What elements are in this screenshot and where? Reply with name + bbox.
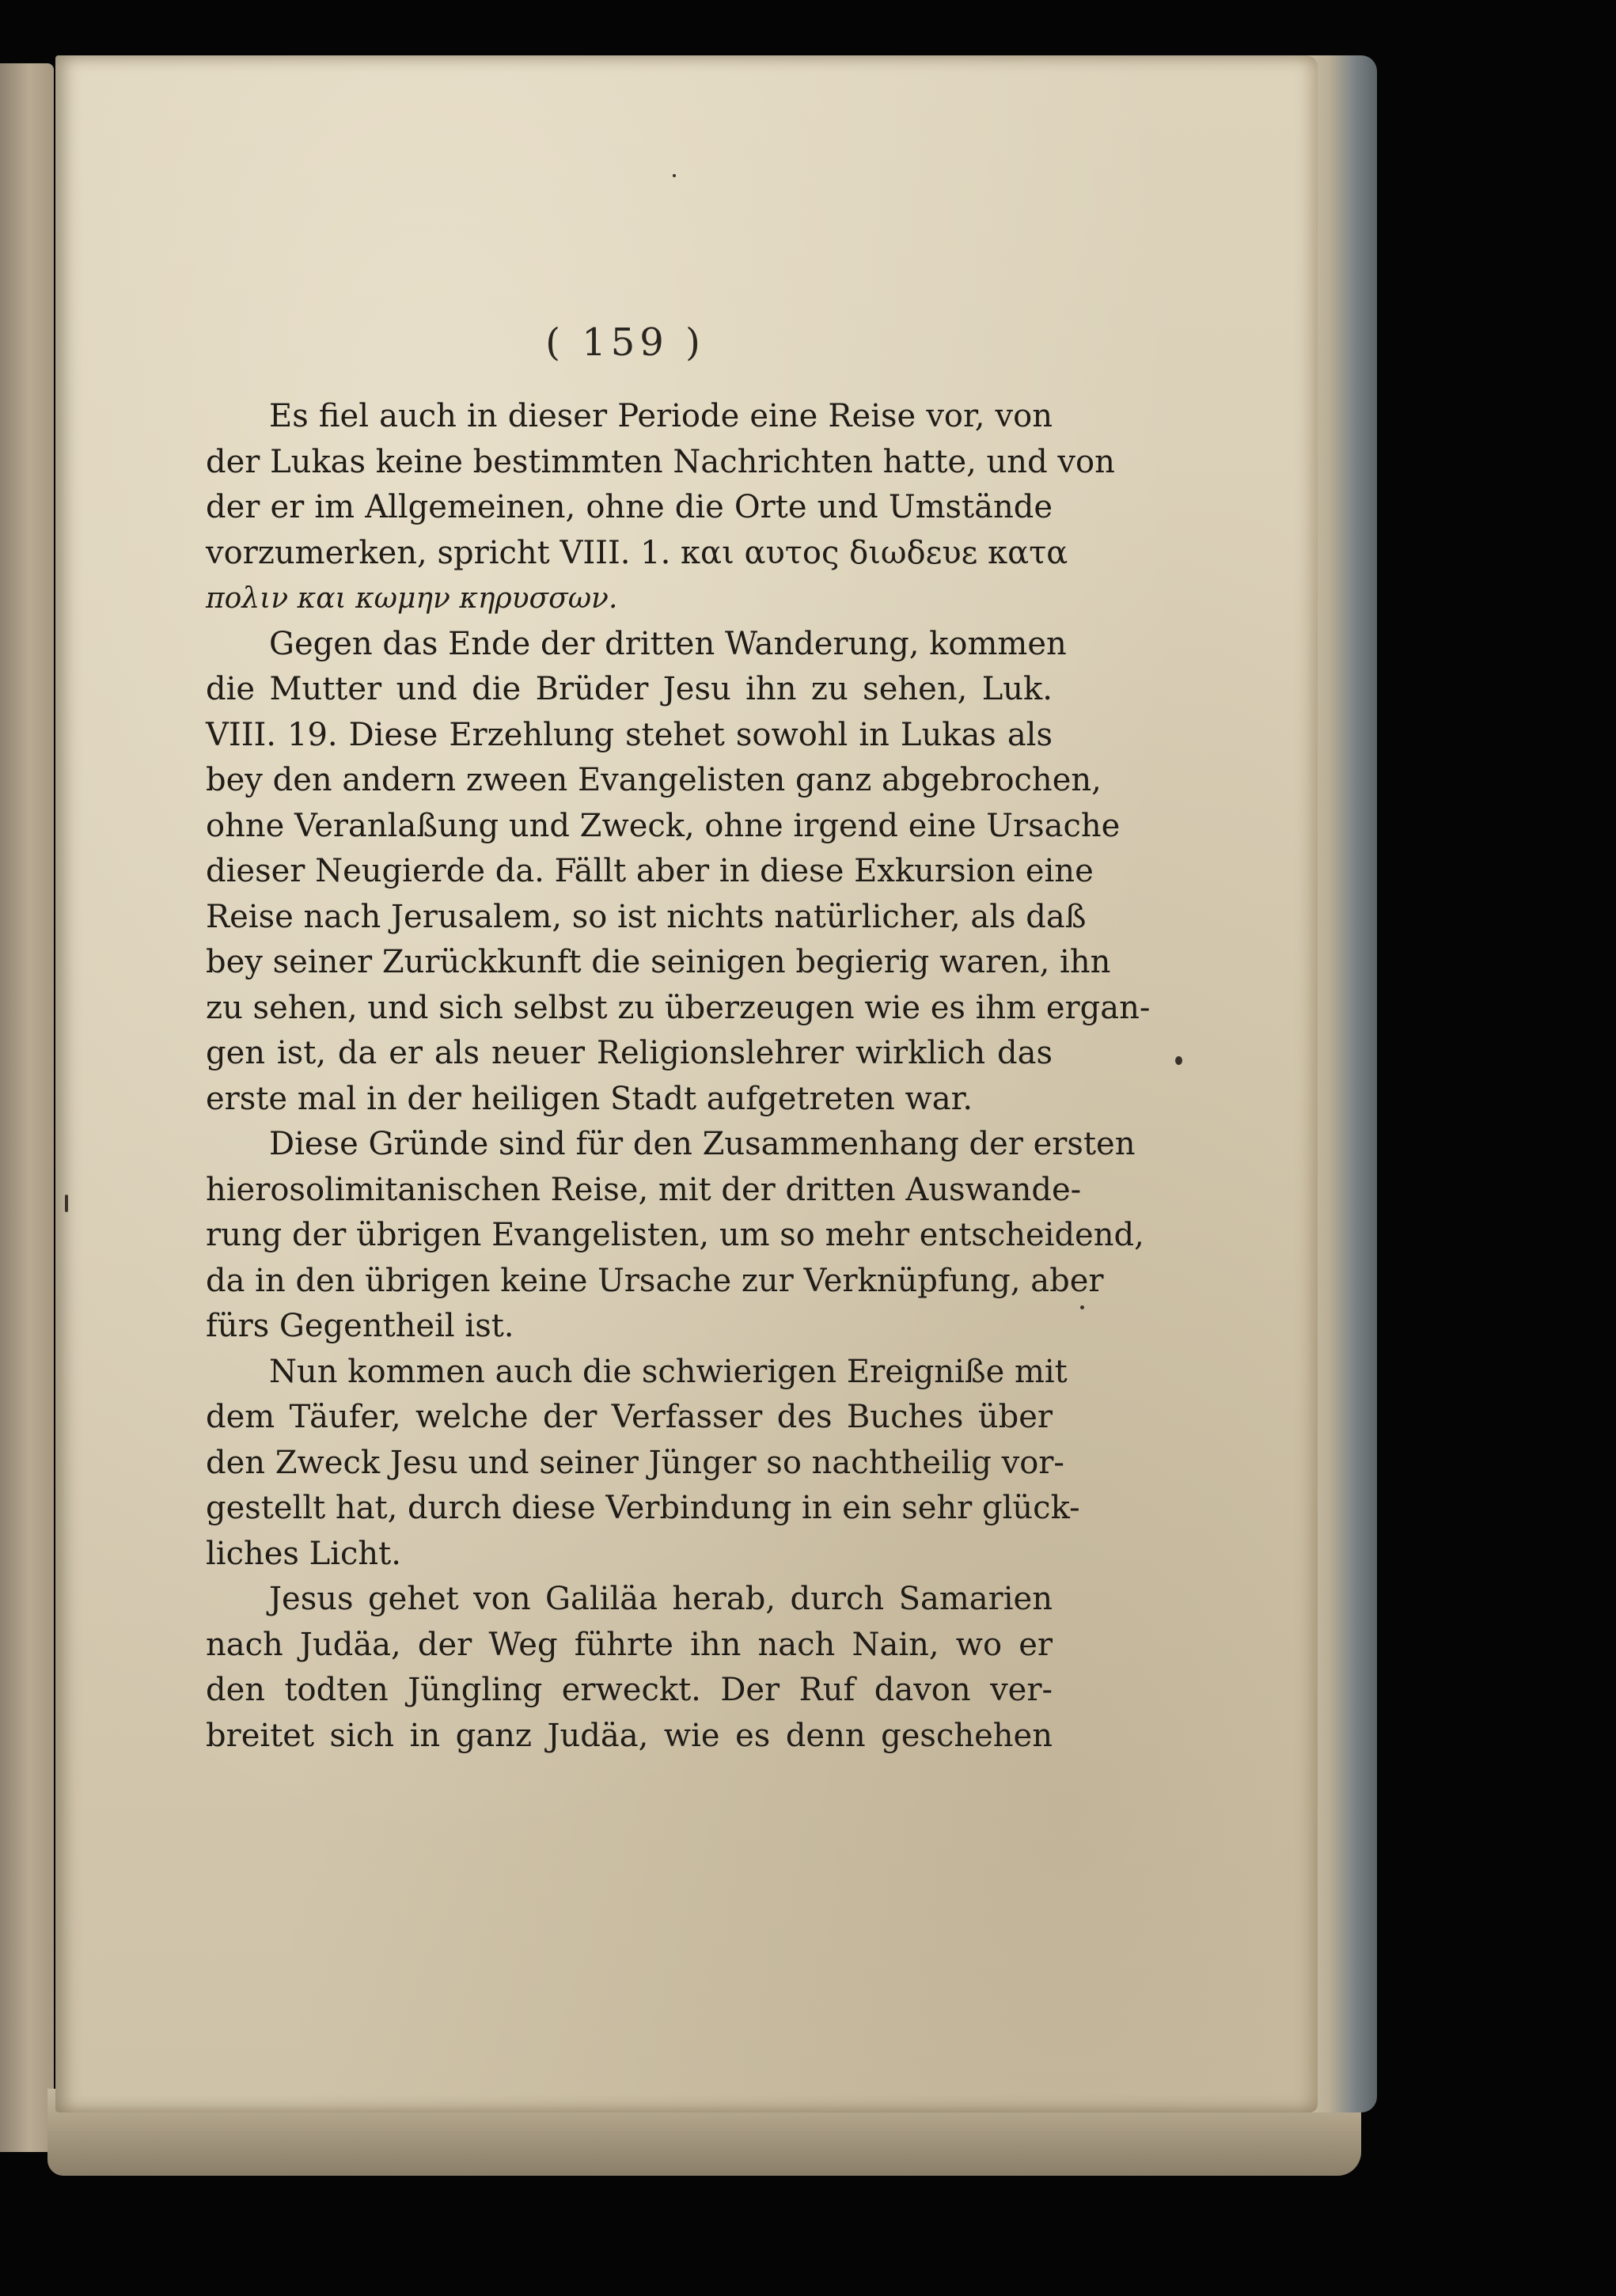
text-line: die Mutter und die Brüder Jesu ihn zu sehen, Luk. — [206, 671, 1053, 707]
text-line: der er im Allgemeinen, ohne die Orte und Umstände — [206, 489, 1053, 525]
left-page-edge — [0, 63, 54, 2152]
text-line: vorzumerken, spricht VIII. 1. και αυτος διωδευε κατα — [206, 534, 1068, 571]
greek-text-line: πολιν και κωμην κηρυσσων. — [206, 582, 618, 615]
book-page — [55, 55, 1318, 2112]
text-line: Jesus gehet von Galiläa herab, durch Samarien — [269, 1581, 1053, 1617]
text-line: VIII. 19. Diese Erzehlung stehet sowohl in Lukas als — [206, 716, 1053, 753]
text-line: Reise nach Jerusalem, so ist nichts natürlicher, als daß — [206, 898, 1087, 935]
paper-speck — [1080, 1305, 1084, 1309]
text-line: fürs Gegentheil ist. — [206, 1308, 514, 1344]
text-line: bey seiner Zurückkunft die seinigen begierig waren, ihn — [206, 944, 1111, 980]
text-line: Nun kommen auch die schwierigen Ereigniße mit — [269, 1353, 1068, 1390]
text-line: Gegen das Ende der dritten Wanderung, kommen — [269, 625, 1067, 662]
text-line: zu sehen, und sich selbst zu überzeugen wie es ihm ergan- — [206, 989, 1151, 1026]
text-line: da in den übrigen keine Ursache zur Verknüpfung, aber — [206, 1262, 1104, 1299]
text-line: dem Täufer, welche der Verfasser des Buches über — [206, 1399, 1053, 1435]
text-line: breitet sich in ganz Judäa, wie es denn geschehen — [206, 1717, 1053, 1754]
text-line: bey den andern zween Evangelisten ganz abgebrochen, — [206, 762, 1102, 798]
text-line: ohne Veranlaßung und Zweck, ohne irgend eine Ursache — [206, 807, 1121, 844]
text-line: gen ist, da er als neuer Religionslehrer wirklich das — [206, 1035, 1053, 1071]
text-line: gestellt hat, durch diese Verbindung in ein sehr glück- — [206, 1490, 1080, 1526]
text-line: der Lukas keine bestimmten Nachrichten hatte, und von — [206, 443, 1115, 480]
text-line: liches Licht. — [206, 1535, 401, 1572]
text-line: den Zweck Jesu und seiner Jünger so nachtheilig vor- — [206, 1444, 1064, 1481]
text-line: rung der übrigen Evangelisten, um so mehr entscheidend, — [206, 1217, 1144, 1253]
text-line: hierosolimitanischen Reise, mit der dritten Auswande- — [206, 1171, 1082, 1208]
text-line: Diese Gründe sind für den Zusammenhang der ersten — [269, 1126, 1136, 1162]
paper-speck — [65, 1195, 68, 1212]
page-number: ( 159 ) — [545, 320, 705, 365]
paper-speck — [1175, 1056, 1182, 1065]
page-body-text — [206, 394, 1151, 1759]
text-line: den todten Jüngling erweckt. Der Ruf davon ver- — [206, 1672, 1053, 1708]
text-line: nach Judäa, der Weg führte ihn nach Nain, wo er — [206, 1626, 1053, 1663]
paper-speck — [673, 174, 676, 177]
text-line: Es fiel auch in dieser Periode eine Reise vor, von — [269, 398, 1053, 434]
text-line: erste mal in der heiligen Stadt aufgetreten war. — [206, 1080, 973, 1117]
text-line: dieser Neugierde da. Fällt aber in diese Exkursion eine — [206, 853, 1094, 889]
